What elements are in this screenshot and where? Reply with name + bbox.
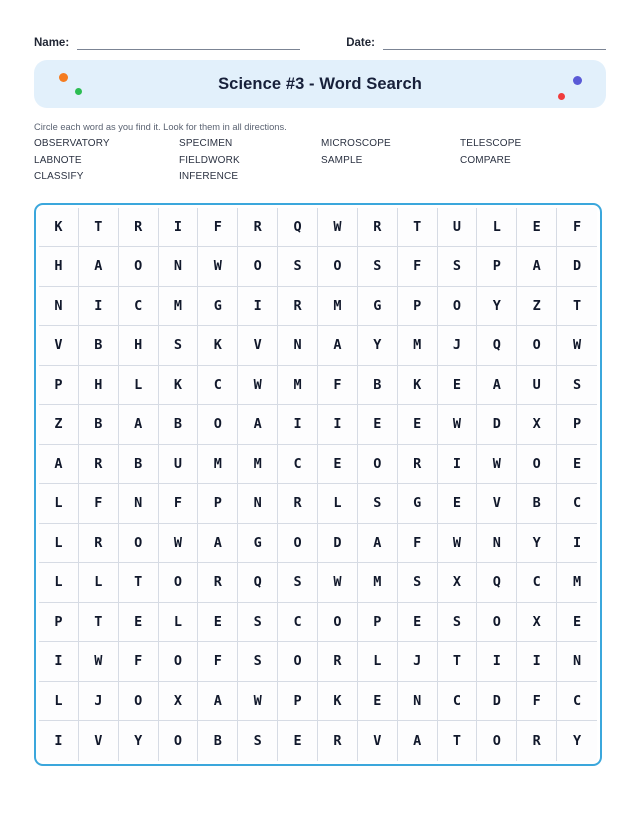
grid-cell[interactable]: A xyxy=(477,366,517,406)
grid-cell[interactable]: A xyxy=(198,524,238,564)
grid-cell[interactable]: M xyxy=(238,445,278,485)
grid-cell[interactable]: O xyxy=(477,721,517,761)
grid-cell[interactable]: V xyxy=(477,484,517,524)
orange-dot-icon xyxy=(59,73,68,82)
green-dot-icon xyxy=(75,88,82,95)
grid-cell[interactable]: I xyxy=(278,405,318,445)
grid-cell[interactable]: P xyxy=(39,366,79,406)
grid-cell[interactable]: F xyxy=(198,208,238,248)
name-input-line[interactable] xyxy=(77,36,300,50)
grid-cell[interactable]: L xyxy=(159,603,199,643)
grid-cell[interactable]: B xyxy=(159,405,199,445)
word-list xyxy=(34,137,606,185)
grid-cell[interactable]: A xyxy=(119,405,159,445)
grid-cell[interactable]: N xyxy=(398,682,438,722)
grid-cell[interactable]: J xyxy=(79,682,119,722)
grid-cell[interactable]: Q xyxy=(477,563,517,603)
grid-cell[interactable]: O xyxy=(198,405,238,445)
grid-cell[interactable]: J xyxy=(398,642,438,682)
grid-cell[interactable]: T xyxy=(398,208,438,248)
grid-cell[interactable]: A xyxy=(318,326,358,366)
grid-cell[interactable]: H xyxy=(79,366,119,406)
grid-cell[interactable]: E xyxy=(557,445,597,485)
word-search-grid[interactable] xyxy=(39,208,597,761)
grid-cell[interactable]: E xyxy=(358,682,398,722)
grid-cell[interactable]: Y xyxy=(358,326,398,366)
grid-cell[interactable]: W xyxy=(79,642,119,682)
grid-cell[interactable]: C xyxy=(557,484,597,524)
grid-cell[interactable]: W xyxy=(438,524,478,564)
grid-cell[interactable]: S xyxy=(358,484,398,524)
grid-cell[interactable]: C xyxy=(119,287,159,327)
grid-cell[interactable]: R xyxy=(278,287,318,327)
grid-cell[interactable]: E xyxy=(278,721,318,761)
grid-cell[interactable]: O xyxy=(159,721,199,761)
grid-cell[interactable]: F xyxy=(517,682,557,722)
grid-cell[interactable]: L xyxy=(477,208,517,248)
grid-cell[interactable]: H xyxy=(119,326,159,366)
grid-cell[interactable]: V xyxy=(39,326,79,366)
grid-cell[interactable]: U xyxy=(159,445,199,485)
grid-cell[interactable]: N xyxy=(557,642,597,682)
grid-cell[interactable]: B xyxy=(517,484,557,524)
grid-cell[interactable]: R xyxy=(358,208,398,248)
grid-cell[interactable]: P xyxy=(398,287,438,327)
grid-cell[interactable]: L xyxy=(39,484,79,524)
grid-cell[interactable]: W xyxy=(318,208,358,248)
grid-cell[interactable]: S xyxy=(238,721,278,761)
grid-cell[interactable]: A xyxy=(198,682,238,722)
grid-cell[interactable]: Q xyxy=(278,208,318,248)
grid-cell[interactable]: B xyxy=(358,366,398,406)
grid-cell[interactable]: P xyxy=(557,405,597,445)
grid-cell[interactable]: E xyxy=(358,405,398,445)
grid-cell[interactable]: S xyxy=(557,366,597,406)
grid-cell[interactable]: T xyxy=(79,208,119,248)
grid-cell[interactable]: W xyxy=(438,405,478,445)
grid-cell[interactable]: M xyxy=(318,287,358,327)
grid-cell[interactable]: F xyxy=(79,484,119,524)
grid-cell[interactable]: I xyxy=(557,524,597,564)
grid-cell[interactable]: R xyxy=(198,563,238,603)
grid-cell[interactable]: O xyxy=(438,287,478,327)
grid-cell[interactable]: W xyxy=(238,682,278,722)
grid-cell[interactable]: R xyxy=(79,524,119,564)
grid-cell[interactable]: Z xyxy=(39,405,79,445)
grid-cell[interactable]: N xyxy=(278,326,318,366)
page-title: Science #3 - Word Search xyxy=(218,74,422,93)
blue-dot-icon xyxy=(573,76,582,85)
grid-cell[interactable]: T xyxy=(438,642,478,682)
grid-cell[interactable]: E xyxy=(438,366,478,406)
grid-cell[interactable]: B xyxy=(119,445,159,485)
grid-cell[interactable]: V xyxy=(238,326,278,366)
grid-cell[interactable]: L xyxy=(39,563,79,603)
grid-cell[interactable]: L xyxy=(79,563,119,603)
grid-cell[interactable]: P xyxy=(278,682,318,722)
grid-cell[interactable]: S xyxy=(238,603,278,643)
grid-cell[interactable]: I xyxy=(39,642,79,682)
grid-cell[interactable]: M xyxy=(358,563,398,603)
grid-cell[interactable]: N xyxy=(159,247,199,287)
instructions-text: Circle each word as you find it. Look for them in all directions. xyxy=(34,122,287,132)
date-label: Date: xyxy=(346,37,375,49)
grid-cell[interactable]: L xyxy=(119,366,159,406)
grid-cell[interactable]: O xyxy=(159,563,199,603)
grid-cell[interactable]: M xyxy=(398,326,438,366)
grid-cell[interactable]: W xyxy=(557,326,597,366)
grid-cell[interactable]: U xyxy=(517,366,557,406)
grid-cell[interactable]: N xyxy=(119,484,159,524)
grid-cell[interactable]: I xyxy=(477,642,517,682)
grid-cell[interactable]: W xyxy=(318,563,358,603)
grid-cell[interactable]: I xyxy=(438,445,478,485)
grid-cell[interactable]: B xyxy=(198,721,238,761)
grid-cell[interactable]: Q xyxy=(477,326,517,366)
grid-cell[interactable]: R xyxy=(238,208,278,248)
grid-cell[interactable]: N xyxy=(238,484,278,524)
grid-cell[interactable]: Y xyxy=(119,721,159,761)
grid-cell[interactable]: O xyxy=(278,642,318,682)
grid-cell[interactable]: Y xyxy=(477,287,517,327)
grid-cell[interactable]: U xyxy=(438,208,478,248)
grid-cell[interactable]: D xyxy=(477,682,517,722)
word-list-item[interactable]: CLASSIFY xyxy=(34,171,84,183)
grid-cell[interactable]: S xyxy=(238,642,278,682)
grid-cell[interactable]: A xyxy=(238,405,278,445)
grid-cell[interactable]: K xyxy=(198,326,238,366)
grid-cell[interactable]: W xyxy=(198,247,238,287)
grid-cell[interactable]: D xyxy=(477,405,517,445)
grid-cell[interactable]: Q xyxy=(238,563,278,603)
grid-cell[interactable]: O xyxy=(119,524,159,564)
grid-cell[interactable]: O xyxy=(238,247,278,287)
title-banner xyxy=(34,60,606,108)
grid-cell[interactable]: C xyxy=(278,603,318,643)
grid-cell[interactable]: S xyxy=(398,563,438,603)
grid-cell[interactable]: I xyxy=(79,287,119,327)
grid-cell[interactable]: E xyxy=(398,405,438,445)
grid-cell[interactable]: S xyxy=(159,326,199,366)
grid-cell[interactable]: A xyxy=(517,247,557,287)
grid-cell[interactable]: O xyxy=(517,445,557,485)
grid-cell[interactable]: C xyxy=(438,682,478,722)
grid-cell[interactable]: S xyxy=(278,563,318,603)
grid-cell[interactable]: T xyxy=(119,563,159,603)
grid-cell[interactable]: E xyxy=(119,603,159,643)
name-date-row xyxy=(34,28,606,50)
grid-cell[interactable]: K xyxy=(398,366,438,406)
grid-cell[interactable]: T xyxy=(438,721,478,761)
grid-cell[interactable]: P xyxy=(358,603,398,643)
word-search-grid-container xyxy=(34,203,602,766)
grid-cell[interactable]: B xyxy=(79,326,119,366)
red-dot-icon xyxy=(558,93,565,100)
grid-cell[interactable]: A xyxy=(398,721,438,761)
grid-cell[interactable]: Z xyxy=(517,287,557,327)
grid-cell[interactable]: T xyxy=(79,603,119,643)
grid-cell[interactable]: F xyxy=(557,208,597,248)
grid-cell[interactable]: X xyxy=(517,405,557,445)
name-label: Name: xyxy=(34,37,70,49)
grid-cell[interactable]: R xyxy=(398,445,438,485)
word-list-item[interactable]: COMPARE xyxy=(460,154,511,166)
grid-cell[interactable]: O xyxy=(159,642,199,682)
grid-cell[interactable]: F xyxy=(398,247,438,287)
grid-cell[interactable]: O xyxy=(358,445,398,485)
grid-cell[interactable]: M xyxy=(557,563,597,603)
grid-cell[interactable]: I xyxy=(318,405,358,445)
grid-cell[interactable]: H xyxy=(39,247,79,287)
grid-cell[interactable]: M xyxy=(278,366,318,406)
word-list-item[interactable]: TELESCOPE xyxy=(460,138,522,150)
grid-cell[interactable]: G xyxy=(398,484,438,524)
grid-cell[interactable]: K xyxy=(318,682,358,722)
date-input-line[interactable] xyxy=(383,36,606,50)
grid-cell[interactable]: M xyxy=(159,287,199,327)
grid-cell[interactable]: F xyxy=(159,484,199,524)
grid-cell[interactable]: A xyxy=(39,445,79,485)
grid-cell[interactable]: S xyxy=(438,247,478,287)
grid-cell[interactable]: Y xyxy=(517,524,557,564)
grid-cell[interactable]: R xyxy=(79,445,119,485)
grid-cell[interactable]: G xyxy=(238,524,278,564)
grid-cell[interactable]: F xyxy=(398,524,438,564)
grid-cell[interactable]: I xyxy=(39,721,79,761)
grid-cell[interactable]: O xyxy=(278,524,318,564)
word-list-item[interactable]: SAMPLE xyxy=(321,154,363,166)
grid-cell[interactable]: S xyxy=(358,247,398,287)
grid-cell[interactable]: F xyxy=(119,642,159,682)
grid-cell[interactable]: E xyxy=(318,445,358,485)
grid-cell[interactable]: P xyxy=(477,247,517,287)
grid-cell[interactable]: V xyxy=(358,721,398,761)
grid-cell[interactable]: R xyxy=(119,208,159,248)
grid-cell[interactable]: N xyxy=(477,524,517,564)
grid-cell[interactable]: P xyxy=(39,603,79,643)
grid-cell[interactable]: A xyxy=(79,247,119,287)
grid-cell[interactable]: X xyxy=(159,682,199,722)
grid-cell[interactable]: F xyxy=(318,366,358,406)
grid-cell[interactable]: R xyxy=(278,484,318,524)
grid-cell[interactable]: S xyxy=(278,247,318,287)
grid-cell[interactable]: X xyxy=(517,603,557,643)
word-list-item[interactable]: LABNOTE xyxy=(34,154,82,166)
grid-cell[interactable]: L xyxy=(358,642,398,682)
grid-cell[interactable]: J xyxy=(438,326,478,366)
grid-cell[interactable]: K xyxy=(159,366,199,406)
grid-cell[interactable]: O xyxy=(318,247,358,287)
grid-cell[interactable]: K xyxy=(39,208,79,248)
grid-cell[interactable]: S xyxy=(438,603,478,643)
grid-cell[interactable]: T xyxy=(557,287,597,327)
word-list-item[interactable]: SPECIMEN xyxy=(179,138,233,150)
grid-cell[interactable]: X xyxy=(438,563,478,603)
grid-cell[interactable]: R xyxy=(318,721,358,761)
grid-cell[interactable]: E xyxy=(557,603,597,643)
grid-cell[interactable]: E xyxy=(198,603,238,643)
grid-cell[interactable]: G xyxy=(358,287,398,327)
grid-cell[interactable]: C xyxy=(278,445,318,485)
grid-cell[interactable]: Y xyxy=(557,721,597,761)
grid-cell[interactable]: W xyxy=(238,366,278,406)
grid-cell[interactable]: N xyxy=(39,287,79,327)
grid-cell[interactable]: I xyxy=(517,642,557,682)
grid-cell[interactable]: L xyxy=(39,682,79,722)
grid-cell[interactable]: G xyxy=(198,287,238,327)
grid-cell[interactable]: W xyxy=(477,445,517,485)
grid-cell[interactable]: O xyxy=(119,682,159,722)
grid-cell[interactable]: R xyxy=(517,721,557,761)
grid-cell[interactable]: W xyxy=(159,524,199,564)
grid-cell[interactable]: D xyxy=(557,247,597,287)
grid-cell[interactable]: E xyxy=(517,208,557,248)
grid-cell[interactable]: O xyxy=(119,247,159,287)
grid-cell[interactable]: I xyxy=(159,208,199,248)
grid-cell[interactable]: D xyxy=(318,524,358,564)
grid-cell[interactable]: I xyxy=(238,287,278,327)
word-list-item[interactable]: OBSERVATORY xyxy=(34,138,110,150)
grid-cell[interactable]: M xyxy=(198,445,238,485)
grid-cell[interactable]: F xyxy=(198,642,238,682)
grid-cell[interactable]: O xyxy=(517,326,557,366)
grid-cell[interactable]: C xyxy=(198,366,238,406)
grid-cell[interactable]: B xyxy=(79,405,119,445)
word-list-item[interactable]: FIELDWORK xyxy=(179,154,240,166)
grid-cell[interactable]: C xyxy=(557,682,597,722)
grid-cell[interactable]: L xyxy=(39,524,79,564)
grid-cell[interactable]: P xyxy=(198,484,238,524)
grid-cell[interactable]: C xyxy=(517,563,557,603)
grid-cell[interactable]: O xyxy=(318,603,358,643)
grid-cell[interactable]: R xyxy=(318,642,358,682)
grid-cell[interactable]: V xyxy=(79,721,119,761)
word-list-item[interactable]: MICROSCOPE xyxy=(321,138,391,150)
grid-cell[interactable]: E xyxy=(438,484,478,524)
grid-cell[interactable]: O xyxy=(477,603,517,643)
word-list-item[interactable]: INFERENCE xyxy=(179,171,239,183)
grid-cell[interactable]: L xyxy=(318,484,358,524)
grid-cell[interactable]: E xyxy=(398,603,438,643)
grid-cell[interactable]: A xyxy=(358,524,398,564)
